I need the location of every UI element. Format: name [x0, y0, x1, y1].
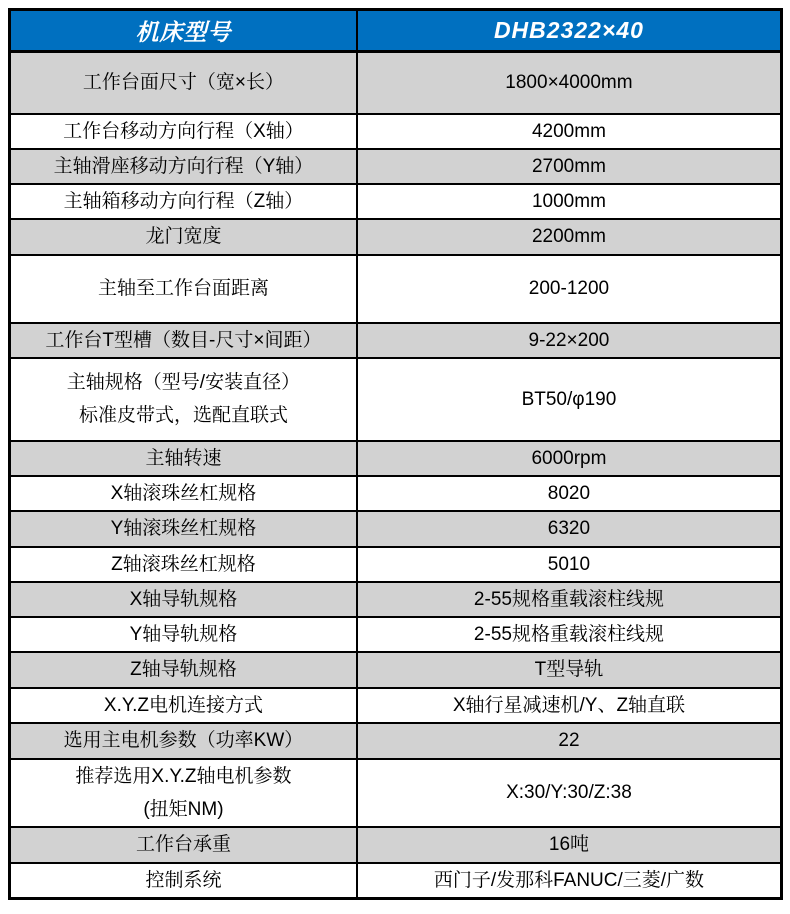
table-row [10, 759, 782, 828]
table-row [10, 184, 782, 219]
table-row [10, 511, 782, 546]
spec-label: Z轴滚珠丝杠规格 [10, 547, 357, 582]
table-row [10, 476, 782, 511]
spec-value: X轴行星减速机/Y、Z轴直联 [357, 688, 782, 723]
spec-label: X轴导轨规格 [10, 582, 357, 617]
table-row [10, 582, 782, 617]
table-row [10, 723, 782, 759]
spec-label: Y轴导轨规格 [10, 617, 357, 652]
spec-value: 6320 [357, 511, 782, 546]
spec-value: 4200mm [357, 114, 782, 149]
table-row [10, 827, 782, 862]
table-row [10, 617, 782, 652]
spec-value: 1800×4000mm [357, 52, 782, 114]
spec-label: 主轴至工作台面距离 [10, 255, 357, 323]
spec-value: 2-55规格重载滚柱线规 [357, 582, 782, 617]
table-row [10, 323, 782, 358]
spec-label: 控制系统 [10, 863, 357, 899]
spec-label: 龙门宽度 [10, 219, 357, 254]
spec-value: 200-1200 [357, 255, 782, 323]
spec-label: 主轴转速 [10, 441, 357, 476]
table-row [10, 255, 782, 323]
spec-label: 工作台T型槽（数目-尺寸×间距） [10, 323, 357, 358]
header-row [10, 10, 782, 52]
table-row [10, 688, 782, 723]
spec-value: 5010 [357, 547, 782, 582]
table-row [10, 219, 782, 254]
spec-value: 2700mm [357, 149, 782, 184]
spec-label: 推荐选用X.Y.Z轴电机参数 (扭矩NM) [10, 759, 357, 828]
spec-label: Z轴导轨规格 [10, 652, 357, 687]
spec-value: 22 [357, 723, 782, 759]
header-model-number: DHB2322×40 [357, 10, 782, 52]
table-row [10, 863, 782, 899]
spec-value: 9-22×200 [357, 323, 782, 358]
spec-value: 2-55规格重载滚柱线规 [357, 617, 782, 652]
spec-table-body [10, 52, 782, 899]
spec-label: 主轴规格（型号/安装直径） 标准皮带式，选配直联式 [10, 358, 357, 441]
spec-label: 工作台承重 [10, 827, 357, 862]
spec-value: X:30/Y:30/Z:38 [357, 759, 782, 828]
spec-label: 主轴滑座移动方向行程（Y轴） [10, 149, 357, 184]
table-row [10, 358, 782, 441]
spec-label: X.Y.Z电机连接方式 [10, 688, 357, 723]
spec-value: 16吨 [357, 827, 782, 862]
spec-label: 主轴箱移动方向行程（Z轴） [10, 184, 357, 219]
spec-label: 工作台面尺寸（宽×长） [10, 52, 357, 114]
spec-label: X轴滚珠丝杠规格 [10, 476, 357, 511]
table-row [10, 149, 782, 184]
table-row [10, 547, 782, 582]
spec-value: 6000rpm [357, 441, 782, 476]
spec-value: T型导轨 [357, 652, 782, 687]
spec-value: 1000mm [357, 184, 782, 219]
table-row [10, 114, 782, 149]
spec-label: 选用主电机参数（功率KW） [10, 723, 357, 759]
table-row [10, 52, 782, 114]
machine-spec-table [8, 8, 783, 900]
spec-label: 工作台移动方向行程（X轴） [10, 114, 357, 149]
table-row [10, 441, 782, 476]
spec-label: Y轴滚珠丝杠规格 [10, 511, 357, 546]
spec-value: 8020 [357, 476, 782, 511]
spec-value: BT50/φ190 [357, 358, 782, 441]
spec-value: 2200mm [357, 219, 782, 254]
header-model-label: 机床型号 [10, 10, 357, 52]
spec-value: 西门子/发那科FANUC/三菱/广数 [357, 863, 782, 899]
table-row [10, 652, 782, 687]
